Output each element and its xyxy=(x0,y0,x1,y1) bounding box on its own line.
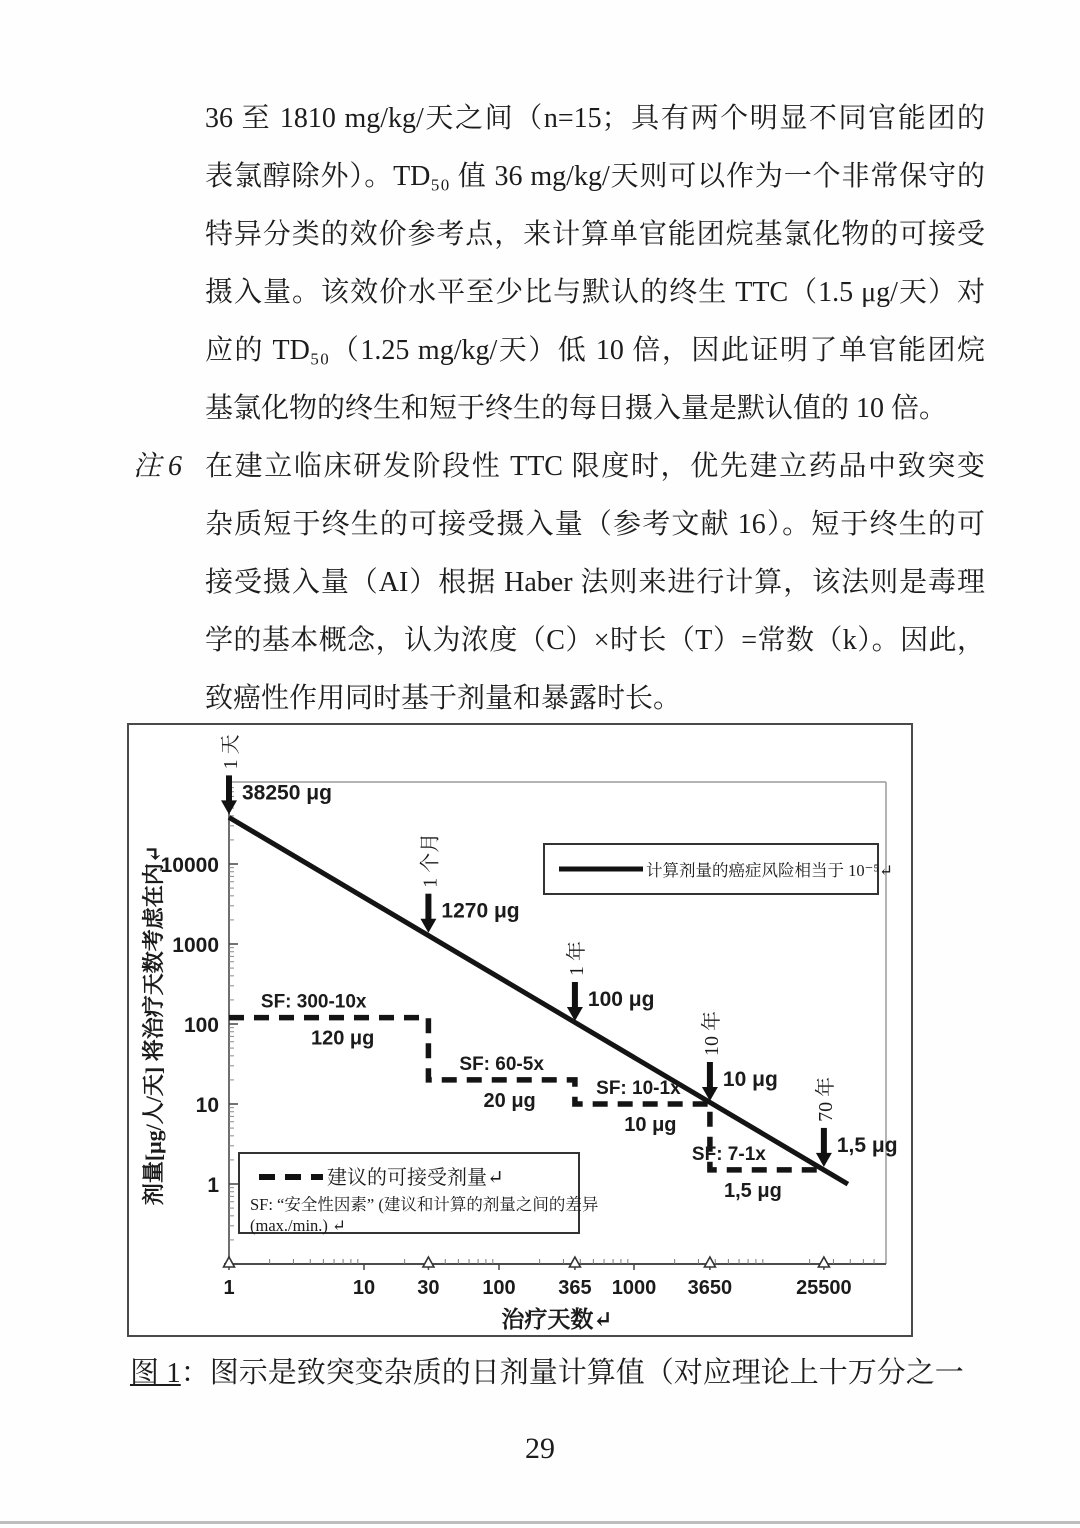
page-bottom-edge xyxy=(0,1521,1080,1524)
legend-dashed-label: 建议的可接受剂量↵ xyxy=(327,1167,504,1189)
x-tick-label: 3650 xyxy=(687,1277,733,1299)
body-line: 基氯化物的终生和短于终生的每日摄入量是默认值的 10 倍。 xyxy=(205,393,948,424)
x-tick-label: 30 xyxy=(417,1277,440,1299)
body-line: 特异分类的效价参考点，来计算单官能团烷基氯化物的可接受 xyxy=(205,219,985,250)
x-tick-label: 365 xyxy=(558,1277,592,1299)
body-line: 应的 TD₅₀（1.25 mg/kg/天）低 10 倍，因此证明了单官能团烷 xyxy=(205,335,985,366)
x-tick-label: 25500 xyxy=(796,1277,852,1299)
sf-label: SF: 10-1x xyxy=(596,1078,681,1099)
x-marker-triangle xyxy=(818,1257,829,1267)
sf-label: SF: 7-1x xyxy=(691,1143,766,1165)
time-label: 1 年 xyxy=(565,941,588,976)
x-marker-triangle xyxy=(704,1257,715,1267)
note-6-paragraph xyxy=(0,438,1080,728)
time-label: 1 天 xyxy=(220,734,242,770)
x-axis-title: 治疗天数↵ xyxy=(501,1307,613,1332)
body-line: 36 至 1810 mg/kg/天之间（n=15；具有两个明显不同官能团的 xyxy=(205,103,985,134)
dose-label: 100 μg xyxy=(587,988,655,1011)
body-line: 在建立临床研发阶段性 TTC 限度时，优先建立药品中致突变 xyxy=(205,451,985,482)
time-arrow-head xyxy=(221,800,237,814)
legend-solid-label: 计算剂量的癌症风险相当于 10⁻⁵↵ xyxy=(646,861,893,880)
y-tick-label: 1000 xyxy=(172,934,219,957)
figure1-caption-label: 图 1 xyxy=(130,1357,181,1389)
body-text xyxy=(0,90,1080,728)
note-6-label: 注 6 xyxy=(133,451,183,482)
x-marker-triangle xyxy=(423,1257,434,1267)
body-line: 杂质短于终生的可接受摄入量（参考文献 16）。短于终生的可 xyxy=(205,509,985,540)
sf-dose-label: 10 μg xyxy=(624,1114,677,1136)
dose-label: 1270 μg xyxy=(441,899,520,923)
body-line: 表氯醇除外）。TD₅₀ 值 36 mg/kg/天则可以作为一个非常保守的 xyxy=(205,161,985,192)
body-line: 接受摄入量（AI）根据 Haber 法则来进行计算，该法则是毒理 xyxy=(205,567,985,598)
y-tick-label: 10 xyxy=(195,1094,219,1117)
sf-dose-label: 20 μg xyxy=(483,1089,536,1112)
y-tick-label: 1 xyxy=(207,1174,219,1197)
y-tick-label: 10000 xyxy=(160,854,219,877)
page-number: 29 xyxy=(525,1432,555,1465)
sf-label: SF: 60-5x xyxy=(459,1053,544,1075)
y-axis-title: 剂量[μg/人/天] 将治疗天数考虑在内↵ xyxy=(141,844,166,1206)
x-tick-label: 100 xyxy=(482,1277,516,1299)
y-tick-label: 100 xyxy=(183,1014,219,1037)
x-marker-triangle xyxy=(224,1257,235,1267)
sf-dose-label: 1,5 μg xyxy=(723,1179,782,1202)
figure1-caption-text: ：图示是致突变杂质的日剂量计算值（对应理论上十万分之一 xyxy=(180,1357,964,1389)
body-line: 致癌性作用同时基于剂量和暴露时长。 xyxy=(205,683,682,714)
legend-sf-note-2: (max./min.) ↵ xyxy=(250,1216,346,1235)
legend-sf-note-1: SF: “安全性因素” (建议和计算的剂量之间的差异 xyxy=(250,1195,599,1214)
figure1-chart-svg xyxy=(129,725,911,1335)
sf-dose-label: 120 μg xyxy=(311,1027,375,1050)
x-tick-label: 1 xyxy=(223,1277,235,1299)
body-line: 学的基本概念，认为浓度（C）×时长（T）=常数（k）。因此， xyxy=(205,625,985,656)
time-label: 10 年 xyxy=(700,1011,723,1056)
time-label: 1 个月 xyxy=(419,832,442,888)
dose-label: 38250 μg xyxy=(242,781,332,805)
x-tick-label: 10 xyxy=(352,1277,376,1299)
dose-label: 1,5 μg xyxy=(836,1133,898,1157)
x-tick-label: 1000 xyxy=(611,1277,657,1299)
time-label: 70 年 xyxy=(814,1076,837,1122)
figure1-caption xyxy=(130,1346,1010,1400)
figure1-chart xyxy=(127,723,913,1337)
x-marker-triangle xyxy=(569,1257,580,1267)
body-line: 摄入量。该效价水平至少比与默认的终生 TTC（1.5 μg/天）对 xyxy=(205,277,985,308)
dose-label: 10 μg xyxy=(722,1068,778,1091)
sf-label: SF: 300-10x xyxy=(260,991,367,1013)
